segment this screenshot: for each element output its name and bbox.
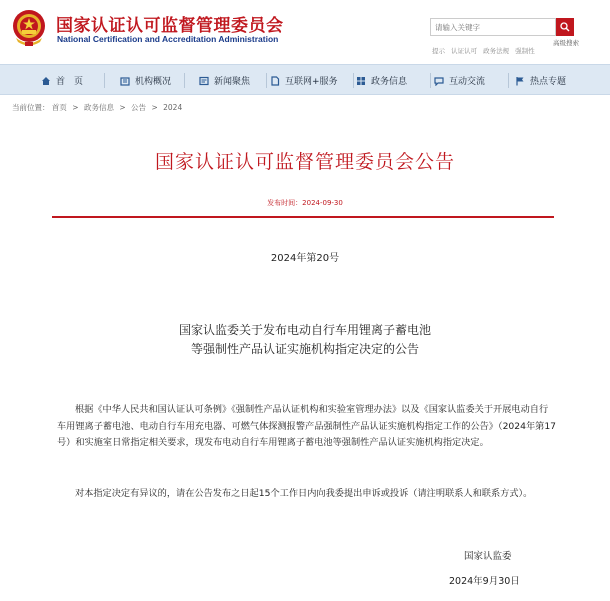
publish-time: 发布时间：2024-09-30	[267, 199, 343, 207]
grid-icon	[356, 76, 366, 86]
nav-label: 互联网+服务	[285, 77, 338, 87]
breadcrumb-separator: >	[72, 103, 79, 112]
document-title	[0, 321, 610, 359]
nav-label: 互动交流	[449, 77, 486, 87]
breadcrumb-separator: >	[151, 103, 158, 112]
page-title: 国家认证认可监督管理委员会公告	[154, 151, 455, 173]
main-nav	[0, 64, 610, 95]
search-button[interactable]	[556, 18, 574, 36]
nav-item-organization[interactable]	[120, 65, 171, 96]
nav-item-home[interactable]	[41, 65, 83, 96]
signature-organization: 国家认监委	[464, 551, 512, 562]
nav-divider	[266, 73, 267, 88]
home-icon	[41, 76, 51, 86]
nav-label: 热点专题	[530, 77, 567, 87]
document-title-line: 国家认监委关于发布电动自行车用锂离子蓄电池	[178, 323, 431, 337]
hot-words	[432, 46, 539, 55]
document-icon	[270, 76, 280, 86]
hot-word-link[interactable]: 政务法规	[483, 47, 510, 55]
site-title[interactable]: 国家认证认可监督管理委员会	[56, 16, 284, 36]
breadcrumb-announcement[interactable]: 公告	[131, 103, 147, 112]
nav-item-internet-service[interactable]	[270, 65, 338, 96]
chat-icon	[434, 76, 444, 86]
search-icon	[560, 22, 570, 32]
hot-word: 提示	[432, 47, 445, 55]
nav-label: 首 页	[56, 77, 84, 87]
document-number: 2024年第20号	[270, 253, 340, 264]
nav-label: 政务信息	[371, 77, 408, 87]
nav-item-government-info[interactable]	[356, 65, 407, 96]
breadcrumb	[12, 102, 182, 113]
body-paragraph: 根据《中华人民共和国认证认可条例》《强制性产品认证机构和实验室管理办法》以及《国家认监委关于开展电动自行车用锂离子蓄电池、电动自行车用充电器、可燃气体探测报警产品强制性产品认证实施机构指定工作的公告》（2024年第17号）和实施室日常指定相关要求，现发布电动自行车用锂离子蓄电池等强制性产品认证实施机构指定决定。	[57, 404, 557, 449]
breadcrumb-separator: >	[119, 103, 126, 112]
nav-label: 新闻聚焦	[214, 77, 251, 87]
site-subtitle: National Certification and Accreditation Administration	[57, 34, 279, 44]
nav-item-hot-topics[interactable]	[515, 65, 566, 96]
hot-word-link[interactable]: 强制性	[515, 47, 535, 55]
breadcrumb-home[interactable]: 首页	[51, 103, 67, 112]
hot-word-link[interactable]: 认证认可	[451, 47, 478, 55]
breadcrumb-government-info[interactable]: 政务信息	[83, 103, 114, 112]
search-input[interactable]	[430, 18, 556, 36]
nav-divider	[508, 73, 509, 88]
breadcrumb-year[interactable]: 2024	[163, 103, 183, 112]
flag-icon	[515, 76, 525, 86]
nav-label: 机构概况	[135, 77, 172, 87]
breadcrumb-prefix: 当前位置：	[12, 103, 50, 112]
nav-divider	[184, 73, 185, 88]
newspaper-icon	[199, 76, 209, 86]
signature-date: 2024年9月30日	[449, 576, 520, 587]
nav-divider	[353, 73, 354, 88]
document-title-line: 等强制性产品认证实施机构指定决定的公告	[190, 342, 419, 356]
nav-divider	[104, 73, 105, 88]
nav-item-news[interactable]	[199, 65, 250, 96]
body-paragraph: 对本指定决定有异议的，请在公告发布之日起15个工作日内向我委提出申诉或投诉（请注明联系人和联系方式）。	[75, 488, 533, 499]
building-icon	[120, 76, 130, 86]
title-divider	[52, 216, 554, 218]
nav-item-interaction[interactable]	[434, 65, 485, 96]
advanced-search-link[interactable]: 高级搜索	[553, 39, 579, 47]
national-emblem-icon[interactable]	[10, 8, 48, 48]
site-header	[0, 0, 610, 62]
nav-divider	[430, 73, 431, 88]
